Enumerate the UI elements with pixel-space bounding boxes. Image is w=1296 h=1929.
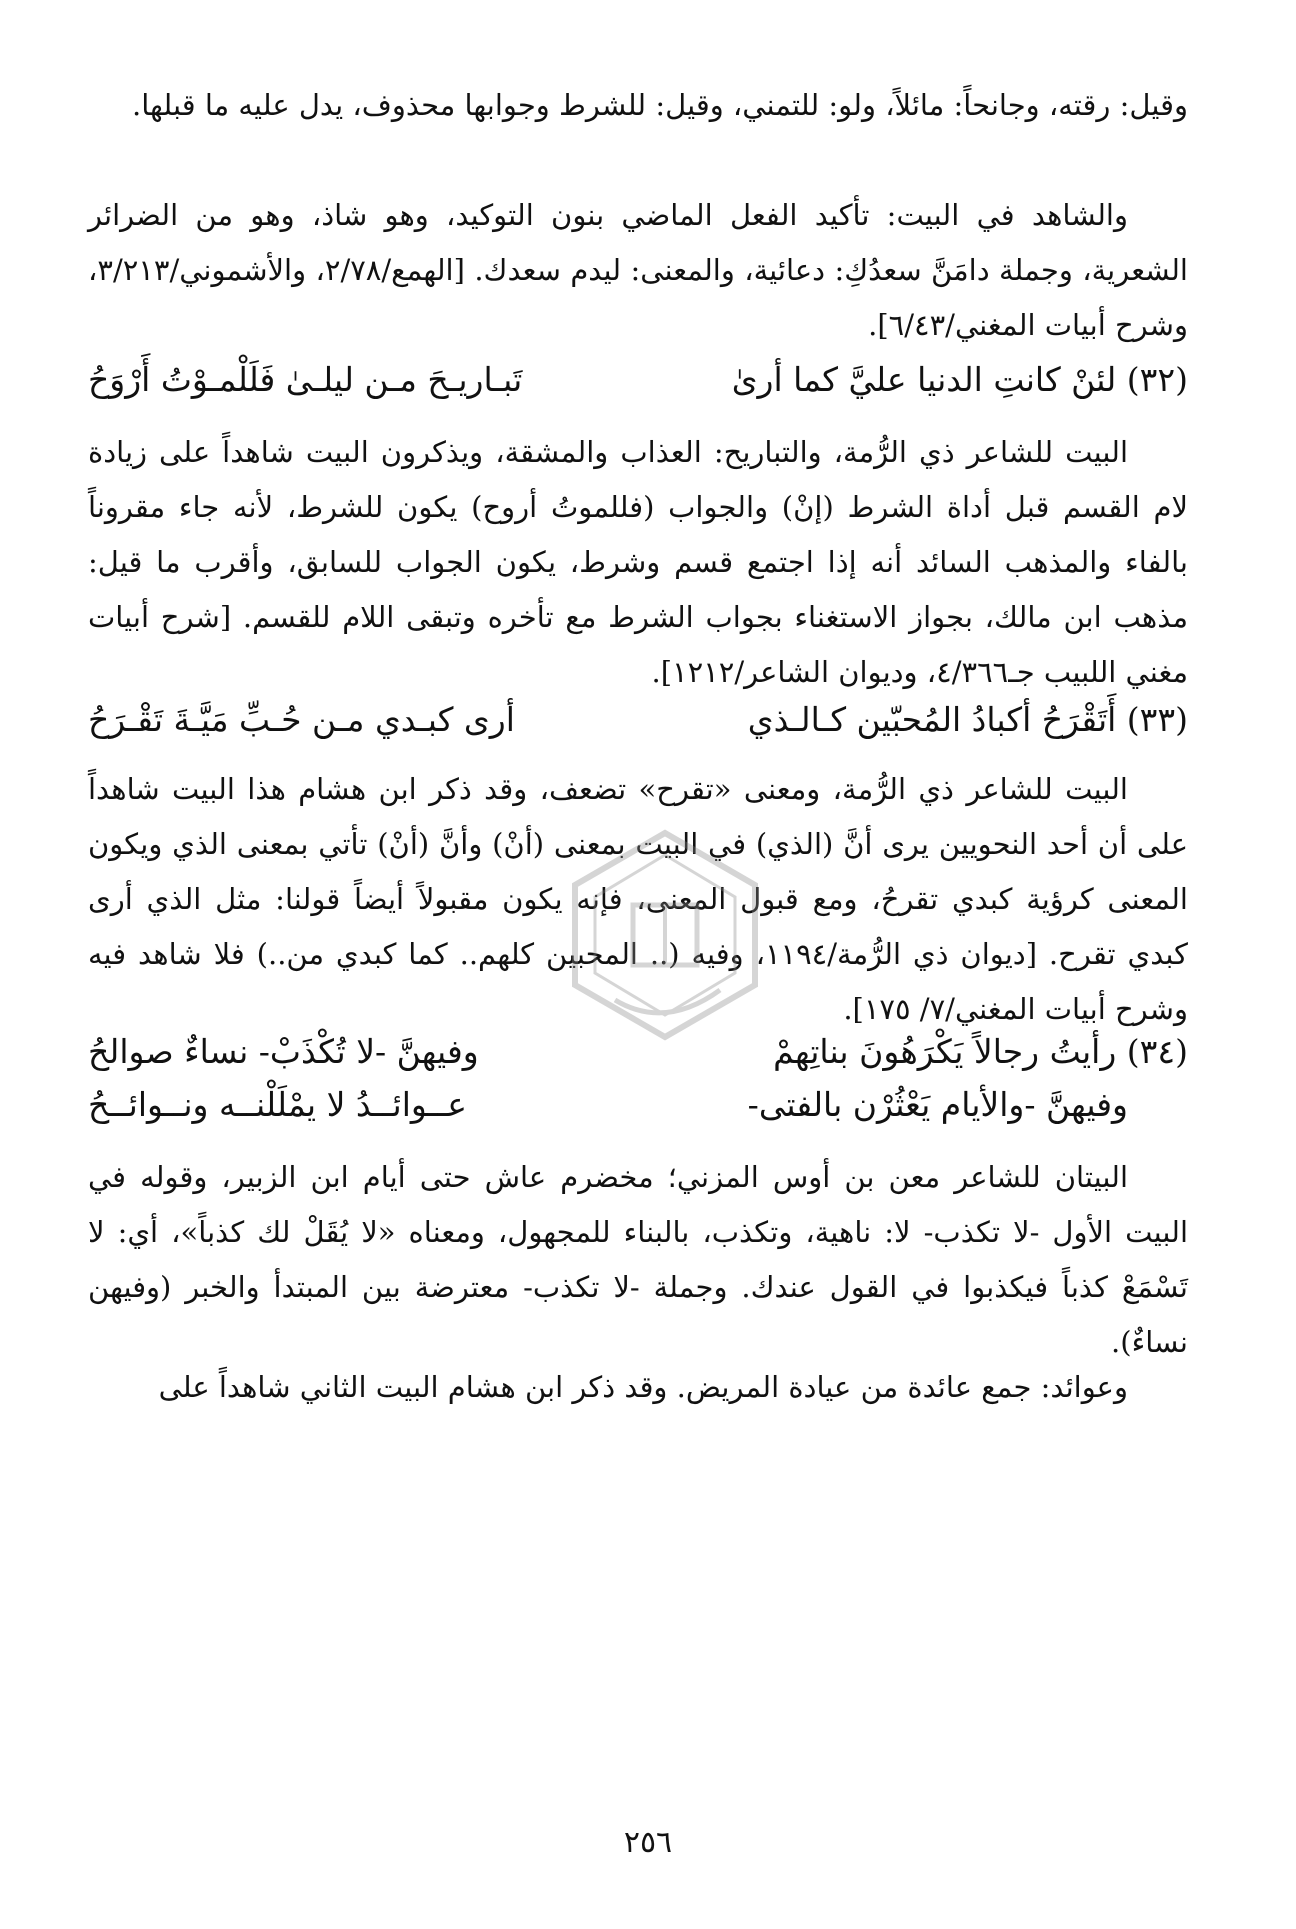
- paragraph-commentary-32: البيت للشاعر ذي الرُّمة، والتباريح: العذاب والمشقة، ويذكرون البيت شاهداً على زيادة لام القسم قبل أداة الشرط (إنْ) والجواب (فللموتُ أروح) يكون للشرط، لأنه جاء مقروناً بالفاء والمذهب السائد أنه إذا اجتمع قسم وشرط، يكون الجواب للسابق، وأقرب ما قيل: مذهب ابن مالك، بجواز الاستغناء بجواب الشرط مع تأخره وتبقى اللام للقسم. [شرح أبيات مغني اللبيب جـ٤/٣٦٦، وديوان الشاعر/١٢١٢].: [88, 435, 1188, 689]
- verse-34-first-hemistich: (٣٤) رأيتُ رجالاً يَكْرَهُونَ بناتِهمْ: [773, 1032, 1188, 1071]
- verse-33-second-hemistich: أرى كبـدي مـن حُـبِّ مَيَّـةَ تَقْـرَحُ: [88, 700, 515, 739]
- verse-34-third-hemistich: وفيهنَّ -والأيام يَعْثُرْن بالفتى-: [747, 1085, 1128, 1124]
- library-seal-watermark: [555, 825, 775, 1045]
- verse-34-number: (٣٤): [1126, 1032, 1188, 1071]
- verse-32-first-hemistich: (٣٢) لئنْ كانتِ الدنيا عليَّ كما أرىٰ: [731, 360, 1188, 399]
- page-number: ٢٥٦: [623, 1825, 673, 1860]
- verse-34-second-hemistich: وفيهنَّ -لا تُكْذَبْ- نساءٌ صوالحُ: [88, 1032, 479, 1071]
- verse-34-line-2: [88, 1075, 1188, 1135]
- verse-33-number: (٣٣): [1126, 700, 1188, 739]
- paragraph-explanation-1: وقيل: رقته، وجانحاً: مائلاً، ولو: للتمني، وقيل: للشرط وجوابها محذوف، يدل عليه ما قبلها.: [131, 88, 1188, 122]
- paragraph-commentary-33: البيت للشاعر ذي الرُّمة، ومعنى «تقرح» تضعف، وقد ذكر ابن هشام هذا البيت شاهداً على أن أحد النحويين يرى أنَّ (الذي) في البيت بمعنى (أنْ) وأنَّ (أنْ) تأتي بمعنى الذي ويكون المعنى كرؤية كبدي تقرحُ، ومع قبول المعنى، فإنه يكون مقبولاً أيضاً قولنا: مثل الذي أرى كبدي تقرح. [ديوان ذي الرُّمة/١١٩٤، وفيه (.. المحبين كلهم.. كما كبدي من..) فلا شاهد فيه وشرح أبيات المغني/٧/ ١٧٥].: [88, 772, 1188, 1026]
- paragraph-continuation: وعوائد: جمع عائدة من عيادة المريض. وقد ذكر ابن هشام البيت الثاني شاهداً على: [158, 1370, 1128, 1404]
- verse-33-first-hemistich: (٣٣) أَتَقْرَحُ أكبادُ المُحبّين كـالـذي: [747, 700, 1188, 739]
- paragraph-evidence-31: والشاهد في البيت: تأكيد الفعل الماضي بنون التوكيد، وهو شاذ، وهو من الضرائر الشعرية، وجملة دامَنَّ سعدُكِ: دعائية، والمعنى: ليدم سعدك. [الهمع/٢/٧٨، والأشموني/٣/٢١٣، وشرح أبيات المغني/٦/٤٣].: [88, 198, 1188, 342]
- verse-33: [88, 690, 1188, 750]
- paragraph-commentary-34: البيتان للشاعر معن بن أوس المزني؛ مخضرم عاش حتى أيام ابن الزبير، وقوله في البيت الأول -لا تكذب- لا: ناهية، وتكذب، بالبناء للمجهول، ومعناه «لا يُقَلْ لك كذباً»، أي: لا تَسْمَعْ كذباً فيكذبوا في القول عندك. وجملة -لا تكذب- معترضة بين المبتدأ والخبر (وفيهن نساءٌ).: [88, 1160, 1188, 1359]
- verse-32-second-hemistich: تَبـاريـحَ مـن ليلـىٰ فَلَلْمـوْتُ أَرْوَحُ: [88, 360, 523, 399]
- verse-34-fourth-hemistich: عــوائــدُ لا يمْلَلْنــه ونــوائــحُ: [88, 1085, 467, 1124]
- verse-32: [88, 350, 1188, 410]
- verse-32-number: (٣٢): [1126, 360, 1188, 399]
